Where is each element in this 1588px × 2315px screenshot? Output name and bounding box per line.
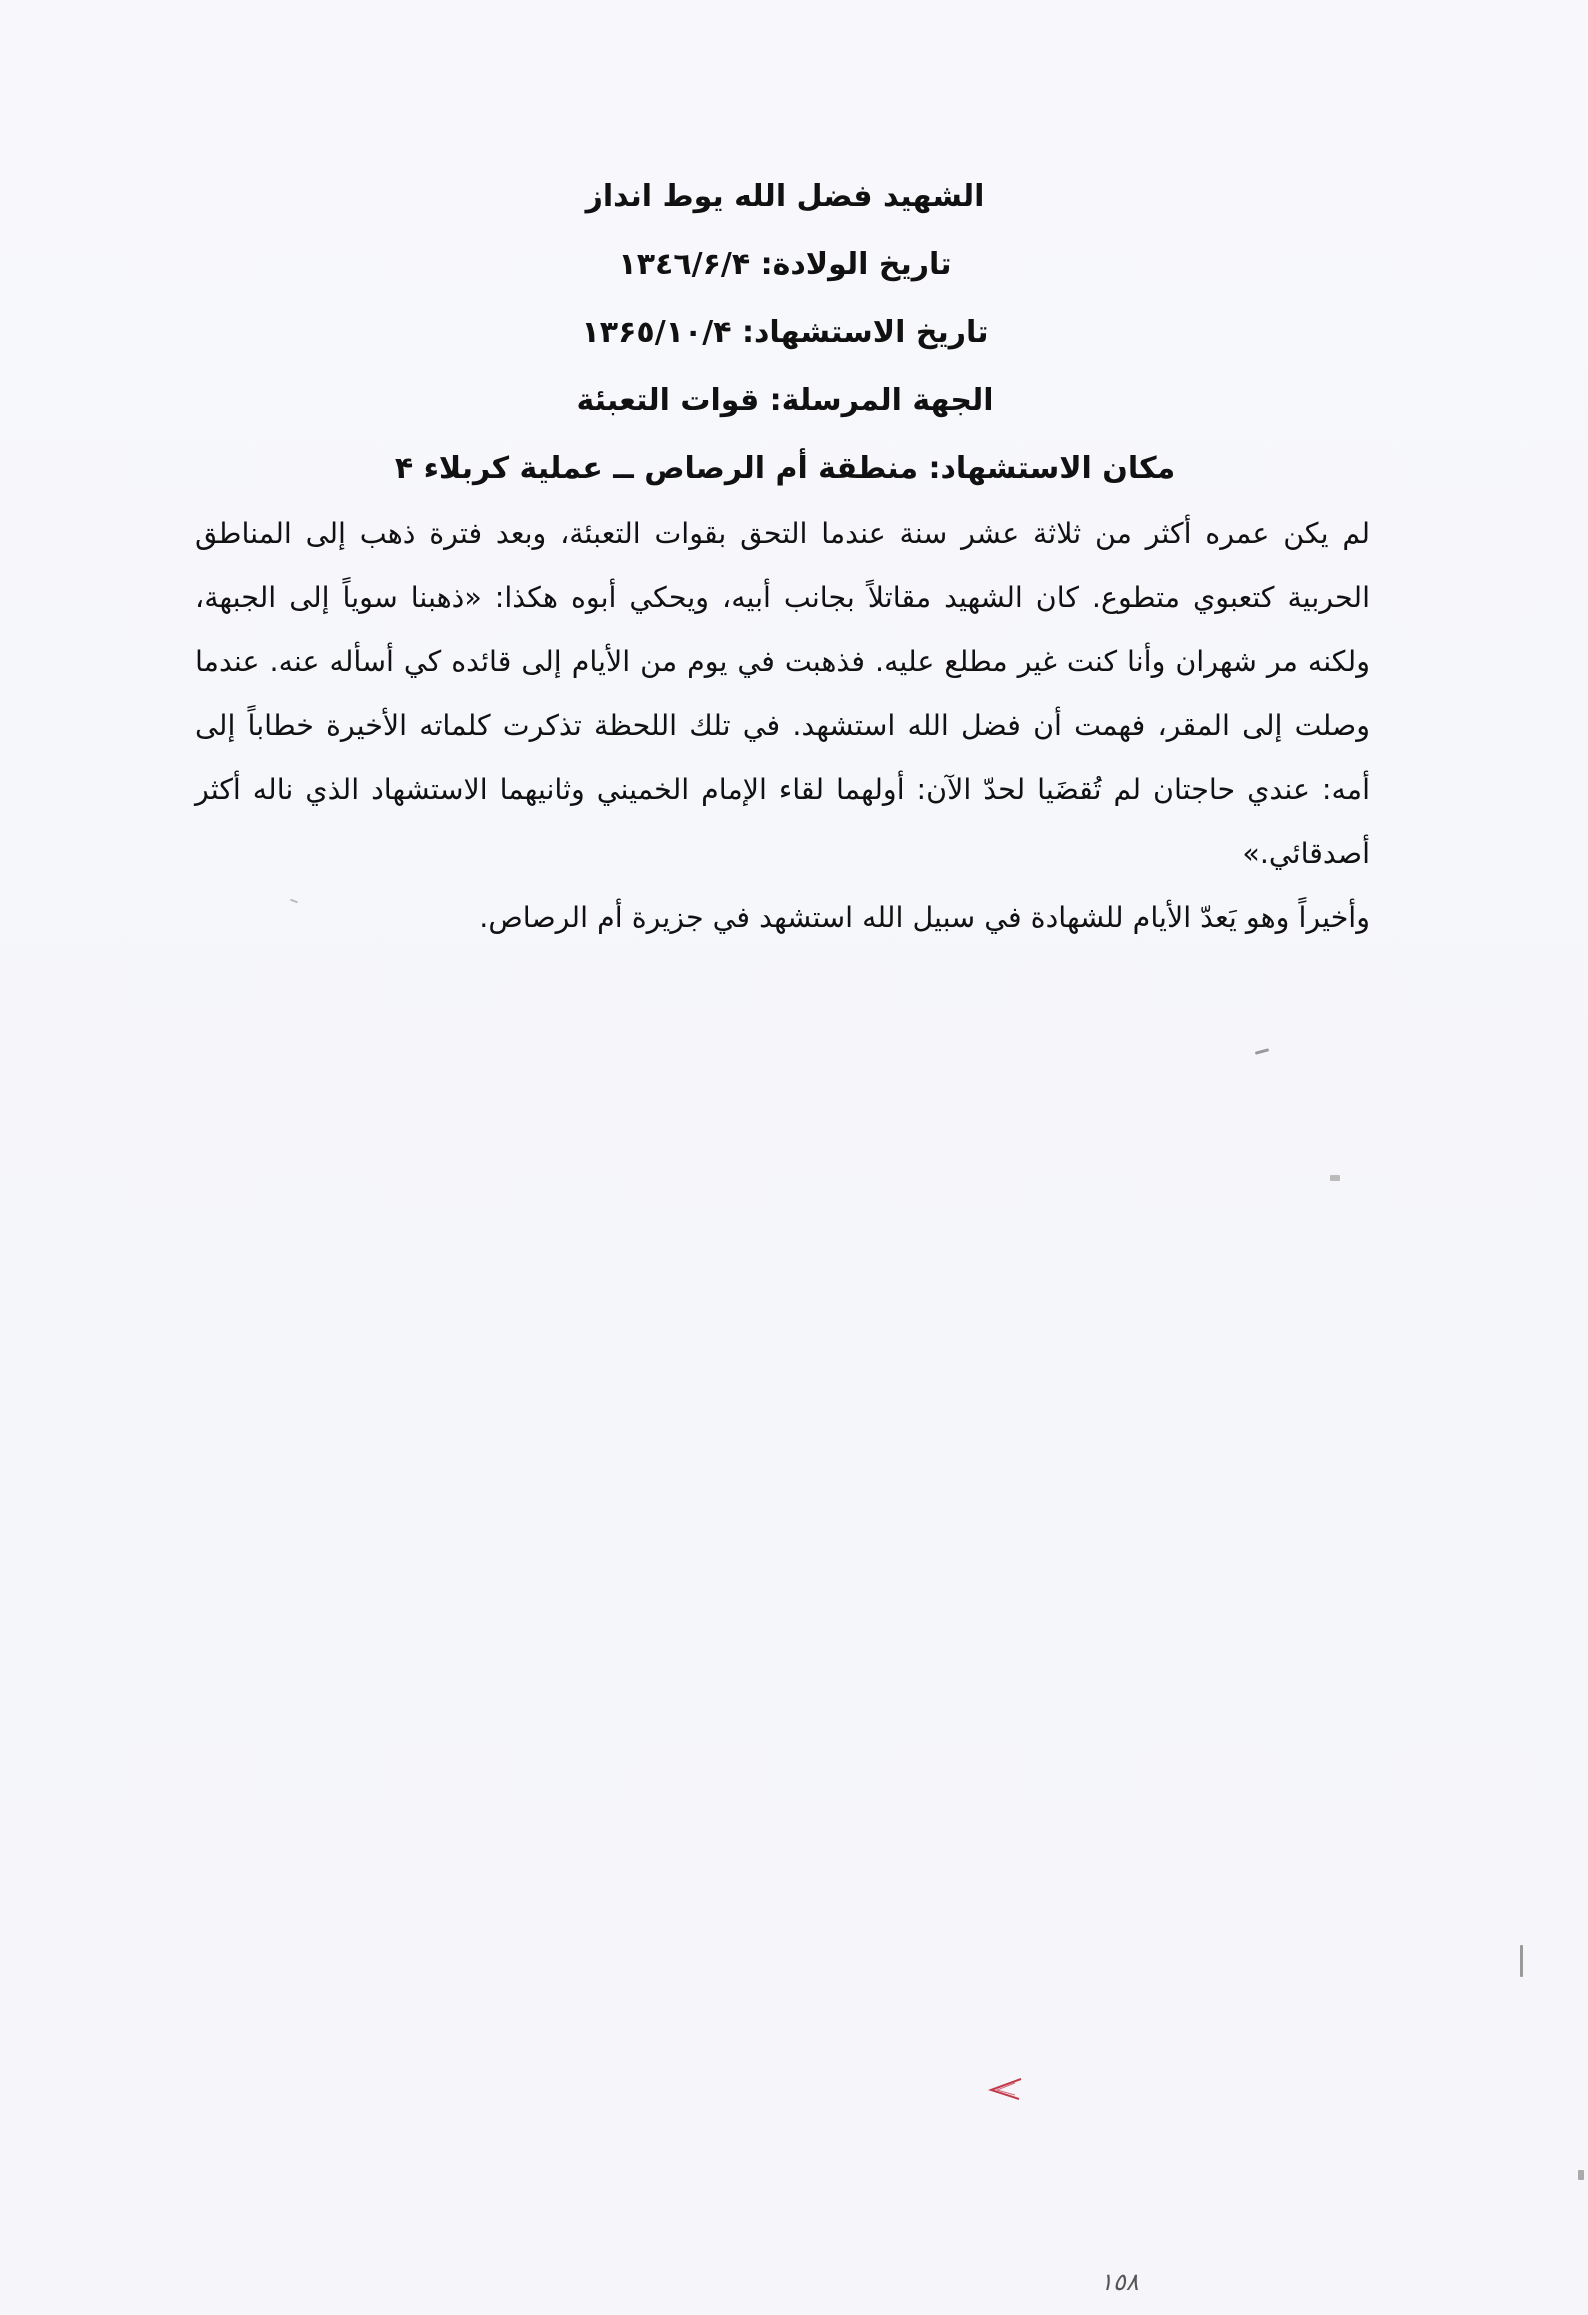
martyrdom-place-line: مكان الاستشهاد: منطقة أم الرصاص ــ عملية كربلاء ۴ [394,451,1176,486]
martyrdom-date-line: تاريخ الاستشهاد: ١٣۶٥/١٠/۴ [581,315,989,350]
martyr-name-heading: الشهيد فضل الله يوط انداز [585,179,985,214]
scan-speck [1520,1945,1523,1977]
scan-speck [1255,1048,1269,1055]
closing-sentence: وأخيراً وهو يَعدّ الأيام للشهادة في سبيل الله استشهد في جزيرة أم الرصاص. [479,901,1370,934]
sending-unit-line: الجهة المرسلة: قوات التعبئة [576,383,994,418]
birth-date-line: تاريخ الولادة: ١٣٤٦/۶/۴ [618,247,952,282]
document-header [195,180,1375,520]
red-check-mark [985,2075,1025,2105]
biography-paragraph: لم يكن عمره أكثر من ثلاثة عشر سنة عندما التحق بقوات التعبئة، وبعد فترة ذهب إلى المناطق الحربية كتعبوي متطوع. كان الشهيد مقاتلاً بجانب أبيه، ويحكي أبوه هكذا: «ذهبنا سوياً إلى الجبهة، ولكنه مر شهران وأنا كنت غير مطلع عليه. فذهبت في يوم من الأيام إلى قائده كي أسأله عنه. عندما وصلت إلى المقر، فهمت أن فضل الله استشهد. في تلك اللحظة تذكرت كلماته الأخيرة خطاباً إلى أمه: عندي حاجتان لم تُقضَيا لحدّ الآن: أولهما لقاء الإمام الخميني وثانيهما الاستشهاد الذي ناله أكثر أصدقائي.» [195,517,1370,870]
scan-speck [1330,1175,1340,1181]
scan-speck [1578,2170,1584,2180]
handwritten-page-number: ١٥٨ [1100,2268,1139,2296]
